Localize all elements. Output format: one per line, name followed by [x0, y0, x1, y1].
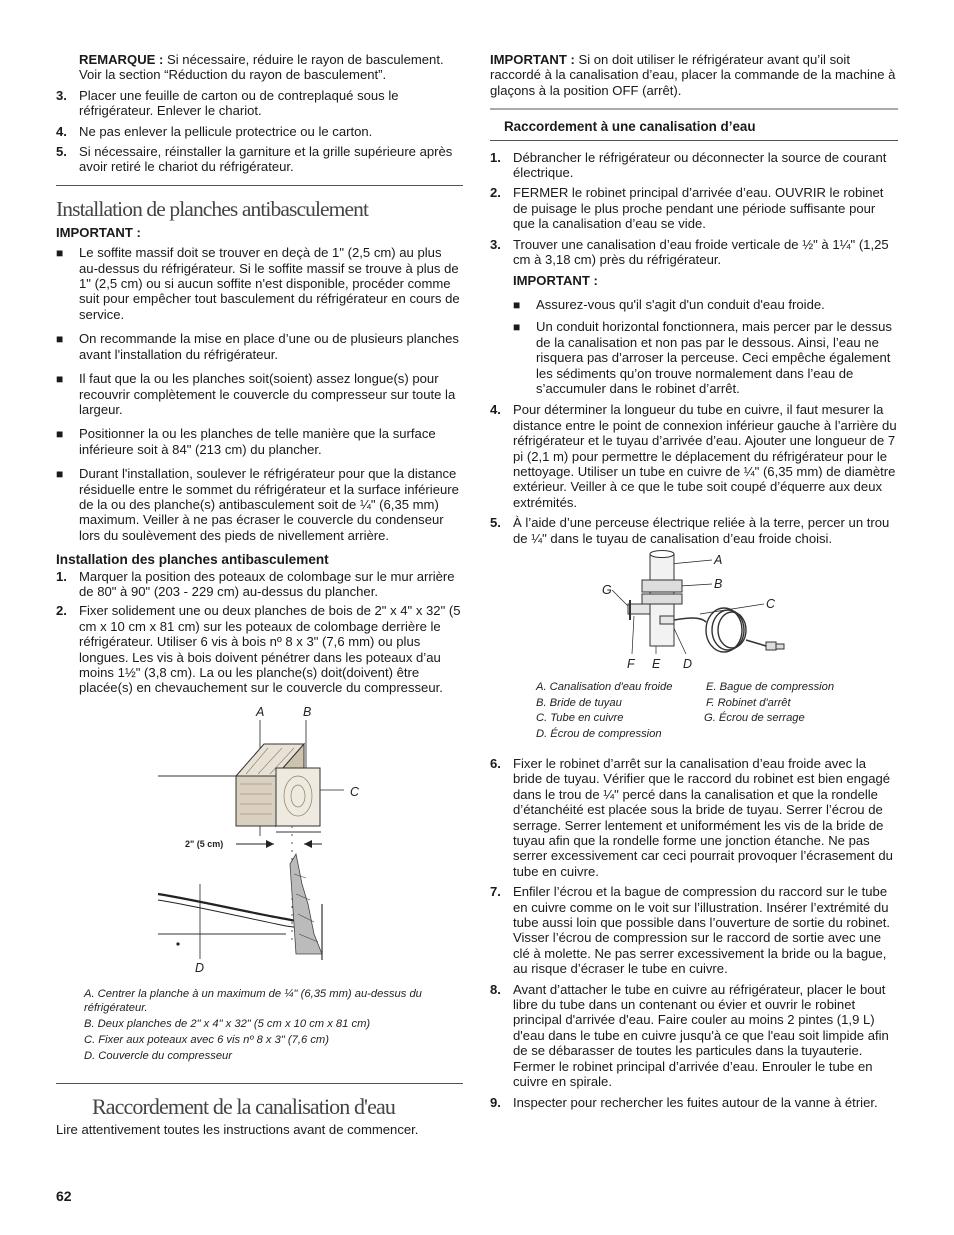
label-f: F [627, 656, 635, 671]
list-item: 5. À l’aide d’une perceuse électrique reliée à la terre, percer un trou de ¼" dans le tuyau de canalisation d’eau froide choisi. [490, 515, 890, 546]
list-item: 1. Débrancher le réfrigérateur ou déconnecter la source de courant électrique. [490, 149, 887, 181]
label-b: B [714, 576, 723, 591]
steps-list-b [490, 402, 898, 546]
list-item: 1. Marquer la position des poteaux de colombage sur le mur arrière de 80" à 90" (203 - 229 cm) au-dessus du plancher. [56, 568, 455, 599]
caption-b: B. Deux planches de 2" x 4" x 32" (5 cm x 10 cm x 81 cm) [84, 1017, 371, 1030]
step3-important-label: IMPORTANT : [513, 273, 598, 289]
bullet-icon: ■ [56, 427, 64, 442]
subsection-divider [490, 140, 898, 141]
caption-c: C. Fixer aux poteaux avec 6 vis nº 8 x 3" (7,6 cm) [84, 1033, 329, 1046]
caption-a: A. Centrer la planche à un maximum de ¼" (6,35 mm) au-dessus du réfrigérateur. [84, 987, 422, 1014]
label-b: B [303, 704, 312, 719]
caption-d: D. Couvercle du compresseur [84, 1049, 232, 1062]
caption-c: C. Tube en cuivre [536, 712, 624, 725]
section2-intro: Lire attentivement toutes les instructions avant de commencer. [56, 1121, 419, 1137]
label-d: D [195, 960, 205, 975]
steps-list-a [56, 88, 463, 175]
bullet-icon: ■ [513, 297, 521, 312]
important-note: IMPORTANT : Si on doit utiliser le réfrigérateur avant qu’il soit raccordé à la canalisation d’eau, placer la commande de la machine à glaçons à la position OFF (arrêt). [490, 52, 896, 98]
list-item: 6. Fixer le robinet d’arrêt sur la canalisation d’eau froide avec la bride de tuyau. Vérifier que le raccord du robinet est bien engagé dans le trou de ¼" percé dans la canalisation et que la rondelle d’étanchéité est placée sous la bride de tuyau. Serrer l’écrou de serrage. Serrer lentement et uniformément les vis de la bride de tuyau afin que la rondelle forme une jonction étanche. Ne pas serrer excessivement car ceci pourrait provoquer l’écrasement du tube en cuivre. [490, 755, 893, 879]
figure2-captions [536, 680, 898, 742]
section-divider [56, 1083, 463, 1084]
caption-f: F. Robinet d'arrêt [706, 696, 791, 709]
left-column [56, 52, 463, 1137]
label-c: C [766, 596, 776, 611]
subsection-title-installation: Installation des planches antibasculement [56, 552, 329, 568]
list-item: 2. FERMER le robinet principal d’arrivée d’eau. OUVRIR le robinet de puisage le plus proche pendant une période suffisante pour que la canalisation d’eau se vide. [490, 185, 884, 232]
subsection-title-raccordement: Raccordement à une canalisation d’eau [504, 119, 756, 135]
dimension-label: 2" (5 cm) [185, 838, 224, 849]
remarque-note: REMARQUE : Si nécessaire, réduire le rayon de basculement. Voir la section “Réduction du rayon de basculement”. [79, 52, 444, 83]
caption-a: A. Canalisation d'eau froide [536, 680, 673, 693]
antitip-board-illustration [136, 704, 396, 979]
list-item: 4. Ne pas enlever la pellicule protectrice ou le carton. [56, 123, 373, 139]
label-c: C [350, 784, 360, 799]
list-item: 3. Trouver une canalisation d’eau froide verticale de ½" à 1¼" (1,25 cm à 3,18 cm) près du réfrigérateur. [490, 236, 889, 268]
figure-shutoff-valve [590, 550, 790, 672]
important-bullets [56, 245, 463, 543]
bullet-icon: ■ [56, 372, 64, 387]
list-item: 2. Fixer solidement une ou deux planches de bois de 2" x 4" x 32" (5 cm x 10 cm x 81 cm) sur les poteaux de colombage derrière le réfrigérateur. Utiliser 6 vis à bois nº 8 x 3" (7,6 mm) ou plus longues. Les vis à bois doivent pénétrer dans les poteaux d’au moins 1½" (3,8 cm). La ou les planche(s) doit(doivent) être placée(s) en chevauchement sur le couvercle du compresseur. [56, 603, 461, 696]
shutoff-valve-illustration [590, 550, 790, 672]
captions-left [536, 680, 706, 741]
caption-d: D. Écrou de compression [536, 727, 662, 740]
label-g: G [602, 582, 612, 597]
bullet-icon: ■ [56, 246, 64, 261]
list-item: 5. Si nécessaire, réinstaller la garniture et la grille supérieure après avoir retiré le chariot du réfrigérateur. [56, 144, 453, 175]
list-item: ■ On recommande la mise en place d’une ou de plusieurs planches avant l'installation du réfrigérateur. [56, 331, 459, 362]
list-item: ■ Il faut que la ou les planches soit(soient) assez longue(s) pour recouvrir complètement le couvercle du compresseur sur toute la largeur. [56, 371, 456, 417]
list-item: ■ Le soffite massif doit se trouver en deçà de 1" (2,5 cm) au plus au-dessus du réfrigérateur. Si le soffite massif se trouve à plus de 1" (2,5 cm) ou si aucun soffite n'est disponible, procéder comme suit pour empêcher tout basculement du réfrigérateur en cours de service. [56, 245, 460, 322]
list-item: 8. Avant d’attacher le tube en cuivre au réfrigérateur, placer le bout libre du tube dans un contenant ou évier et ouvrir le robinet principal d'arrivée d'eau. Faire couler au moins 2 pintes (1,9 L) d'eau dans le tube en cuivre jusqu'à ce que l'eau soit limpide afin de se débarasser de toutes les particules dans la tuyauterie. Fermer le robinet principal d’arrivée d’eau. Enrouler le tube en cuivre en spirale. [490, 981, 889, 1090]
right-column [490, 52, 898, 1110]
step3-bullets [513, 297, 898, 396]
steps-list-c [490, 756, 898, 1110]
list-item: ■ Un conduit horizontal fonctionnera, mais percer par le dessus de la canalisation et non pas par le dessous. Ainsi, l’eau ne risquera pas d’arroser la perceuse. Ceci empêche également les sédiments qu’on trouve normalement dans l’eau de s’accumuler dans le robinet d’arrêt. [513, 319, 892, 396]
label-e: E [652, 656, 661, 671]
list-item: ■ Positionner la ou les planches de telle manière que la surface inférieure soit à 84" (213 cm) du plancher. [56, 426, 436, 457]
steps-list-b [56, 569, 463, 696]
caption-g: G. Écrou de serrage [704, 712, 805, 725]
bullet-icon: ■ [56, 467, 64, 482]
section-divider [56, 185, 463, 186]
bullet-icon: ■ [56, 332, 64, 347]
label-a: A [256, 704, 265, 719]
list-item: 7. Enfiler l’écrou et la bague de compression du raccord sur le tube en cuivre comme on le voit sur l’illustration. Insérer l’extrémité du tube aussi loin que possible dans l’ouverture de sortie du robinet. Visser l’écrou de compression sur le raccord de sortie avec une clé à molette. Ne pas serrer excessivement la bride ou la bague, au risque d’écraser le tube en cuivre. [490, 884, 891, 977]
section-title-antibasculement: Installation de planches antibasculement [56, 196, 369, 221]
list-item: ■ Durant l'installation, soulever le réfrigérateur pour que la distance résiduelle entre le sommet du réfrigérateur et la surface inférieure de la ou des planche(s) antibasculement soit de ¼" (6,35 mm) maximum. Veiller à ne pas écraser le couvercle du condenseur lors du soulèvement des pieds de nivellement arrière. [56, 466, 459, 543]
section-title-raccordement: Raccordement de la canalisation d'eau [92, 1093, 395, 1119]
captions-right [706, 680, 876, 725]
list-item: ■ Assurez-vous qu'il s'agit d'un conduit d'eau froide. [513, 296, 825, 312]
list-item: 4. Pour déterminer la longueur du tube en cuivre, il faut mesurer la distance entre le point de connexion inférieur gauche à l’arrière du réfrigérateur et le tuyau d’arrivée d’eau. Ajouter une longueur de 7 pi (2,1 m) pour permettre le déplacement du réfrigérateur pour le nettoyage. Utiliser un tube en cuivre de ¼" (6,35 mm) de diamètre extérieur. Veiller à ce que le tube soit coupé d’équerre aux deux extrémités. [490, 402, 897, 510]
figure1-captions [84, 987, 424, 1063]
label-d: D [683, 656, 693, 671]
list-item: 9. Inspecter pour rechercher les fuites autour de la vanne à étrier. [490, 1094, 878, 1110]
important-label: IMPORTANT : [56, 224, 141, 240]
bullet-icon: ■ [513, 320, 521, 335]
steps-list-a [490, 150, 898, 268]
label-a: A [714, 552, 723, 567]
caption-e: E. Bague de compression [706, 680, 835, 693]
figure-antitip-board [84, 704, 422, 1063]
list-item: 3. Placer une feuille de carton ou de contreplaqué sous le réfrigérateur. Enlever le chariot. [56, 87, 399, 119]
caption-b: B. Bride de tuyau [536, 696, 622, 709]
page-number: 62 [56, 1188, 72, 1204]
section-divider [490, 108, 898, 110]
